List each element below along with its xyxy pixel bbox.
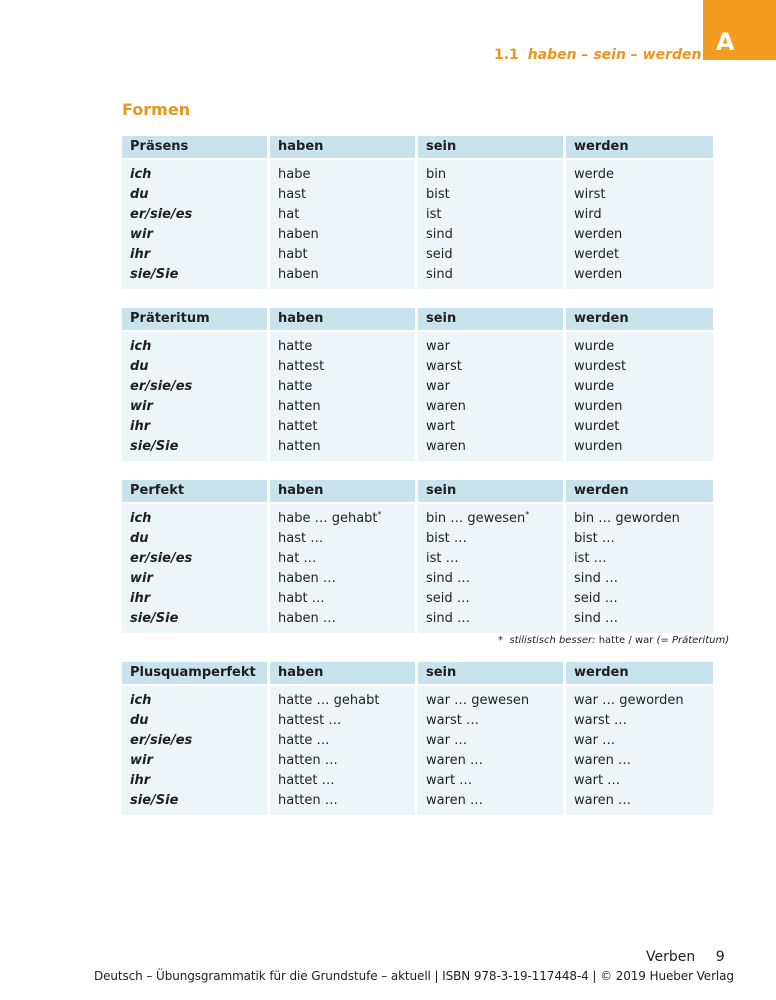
footnote — [498, 635, 729, 646]
tense-header: Präteritum — [122, 308, 267, 330]
footnote-note: (= Präteritum) — [656, 635, 730, 646]
verb-cell: waren … — [574, 793, 632, 808]
verb-cell: waren … — [426, 793, 484, 808]
pronoun-cell: ich — [130, 511, 152, 526]
werden-column — [566, 332, 713, 461]
section-title: haben – sein – werden — [527, 47, 702, 63]
pronoun-cell: er/sie/es — [130, 207, 193, 222]
verb-cell: sind … — [574, 611, 619, 626]
sein-header: sein — [418, 480, 563, 502]
verb-cell: hatte — [278, 339, 313, 354]
verb-cell: wurdest — [574, 359, 627, 374]
verb-cell: hatte … gehabt — [278, 693, 380, 708]
verb-cell: waren — [426, 439, 466, 454]
verb-cell: waren — [426, 399, 466, 414]
verb-text: habe … gehabt — [278, 511, 378, 526]
conjugation-table-praesens — [122, 136, 713, 289]
table-header-row — [122, 662, 713, 684]
verb-cell: habe — [278, 167, 311, 182]
sein-column — [418, 160, 563, 289]
verb-cell: werden — [574, 227, 623, 242]
verb-cell: bist — [426, 187, 450, 202]
verb-cell: sind … — [574, 571, 619, 586]
verb-cell: haben … — [278, 571, 336, 586]
verb-cell: hattest — [278, 359, 325, 374]
pronoun-cell: ihr — [130, 773, 151, 788]
haben-column — [270, 332, 415, 461]
tense-header: Plusquamperfekt — [122, 662, 267, 684]
table-header-row — [122, 308, 713, 330]
pronoun-cell: sie/Sie — [130, 267, 179, 282]
verb-cell: werde — [574, 167, 614, 182]
pronoun-cell: sie/Sie — [130, 611, 179, 626]
table-body — [122, 160, 713, 289]
pronoun-cell: ihr — [130, 247, 151, 262]
footnote-mark: * — [498, 635, 503, 646]
conjugation-table-perfekt — [122, 480, 713, 633]
werden-header: werden — [566, 136, 713, 158]
page-heading: Formen — [122, 100, 191, 119]
verb-cell: waren … — [574, 753, 632, 768]
pronoun-cell: du — [130, 713, 149, 728]
verb-cell: hat — [278, 207, 300, 222]
verb-cell: ist … — [426, 551, 459, 566]
verb-cell: seid — [426, 247, 453, 262]
pronoun-cell: wir — [130, 753, 153, 768]
haben-column — [270, 686, 415, 815]
verb-cell: wurden — [574, 399, 623, 414]
verb-cell: habt … — [278, 591, 325, 606]
verb-cell: wart — [426, 419, 456, 434]
verb-cell: warst … — [574, 713, 627, 728]
pronoun-cell: ich — [130, 339, 152, 354]
page-number: 9 — [715, 949, 725, 965]
verb-cell: wart … — [426, 773, 473, 788]
verb-cell: war — [426, 379, 450, 394]
verb-cell: sind — [426, 227, 453, 242]
werden-header: werden — [566, 308, 713, 330]
sein-column — [418, 686, 563, 815]
verb-cell: war … — [426, 733, 468, 748]
haben-column — [270, 504, 415, 633]
table-body — [122, 332, 713, 461]
verb-cell: wird — [574, 207, 602, 222]
verb-cell: werdet — [574, 247, 620, 262]
verb-cell: hatten … — [278, 793, 338, 808]
pronoun-cell: sie/Sie — [130, 439, 179, 454]
pronoun-cell: du — [130, 187, 149, 202]
tense-header: Perfekt — [122, 480, 267, 502]
sein-header: sein — [418, 662, 563, 684]
chapter-tab-label: A — [716, 28, 735, 56]
pronoun-column — [122, 332, 267, 461]
conjugation-table-plusquamperfekt — [122, 662, 713, 815]
pronoun-column — [122, 686, 267, 815]
verb-cell: wart … — [574, 773, 621, 788]
haben-header: haben — [270, 308, 415, 330]
verb-cell: werden — [574, 267, 623, 282]
verb-cell — [426, 509, 563, 529]
pronoun-cell: er/sie/es — [130, 551, 193, 566]
pronoun-cell: wir — [130, 571, 153, 586]
verb-cell: hatten — [278, 399, 321, 414]
werden-header: werden — [566, 480, 713, 502]
verb-cell: hatten … — [278, 753, 338, 768]
section-heading — [494, 47, 702, 63]
verb-cell: war … — [574, 733, 616, 748]
verb-cell: seid … — [426, 591, 470, 606]
verb-cell: war … geworden — [574, 693, 684, 708]
verb-cell: hatte — [278, 379, 313, 394]
verb-cell: wurdet — [574, 419, 620, 434]
verb-cell: hast … — [278, 531, 324, 546]
pronoun-cell: er/sie/es — [130, 379, 193, 394]
verb-cell: warst … — [426, 713, 479, 728]
haben-header: haben — [270, 136, 415, 158]
chapter-tab — [703, 0, 776, 60]
conjugation-table-praeteritum — [122, 308, 713, 461]
pronoun-cell: ich — [130, 167, 152, 182]
verb-cell: haben — [278, 227, 319, 242]
pronoun-cell: wir — [130, 227, 153, 242]
werden-header: werden — [566, 662, 713, 684]
verb-cell: war — [426, 339, 450, 354]
verb-cell: wirst — [574, 187, 606, 202]
verb-cell: bin … geworden — [574, 511, 680, 526]
verb-text: bin … gewesen — [426, 511, 526, 526]
footer-imprint: Deutsch – Übungsgrammatik für die Grundstufe – aktuell | ISBN 978-3-19-117448-4 | © 2019 Hueber Verlag — [94, 969, 734, 983]
footnote-text: hatte / war — [598, 635, 654, 646]
footnote-mark: * — [377, 510, 382, 519]
pronoun-cell: sie/Sie — [130, 793, 179, 808]
sein-header: sein — [418, 308, 563, 330]
pronoun-cell: er/sie/es — [130, 733, 193, 748]
verb-cell: habt — [278, 247, 308, 262]
verb-cell: hast — [278, 187, 307, 202]
pronoun-cell: wir — [130, 399, 153, 414]
haben-header: haben — [270, 480, 415, 502]
table-body — [122, 504, 713, 633]
pronoun-column — [122, 160, 267, 289]
pronoun-column — [122, 504, 267, 633]
section-number: 1.1 — [494, 47, 519, 63]
verb-cell: haben … — [278, 611, 336, 626]
footnote-mark: * — [525, 510, 530, 519]
sein-header: sein — [418, 136, 563, 158]
footnote-label: stilistisch besser: — [509, 635, 596, 646]
verb-cell: haben — [278, 267, 319, 282]
verb-cell: hatten — [278, 439, 321, 454]
pronoun-cell: du — [130, 531, 149, 546]
pronoun-cell: ihr — [130, 591, 151, 606]
verb-cell: ist … — [574, 551, 607, 566]
werden-column — [566, 686, 713, 815]
pronoun-cell: ich — [130, 693, 152, 708]
verb-cell: wurde — [574, 339, 615, 354]
verb-cell: ist — [426, 207, 442, 222]
verb-cell: bist … — [574, 531, 615, 546]
verb-cell: seid … — [574, 591, 618, 606]
table-header-row — [122, 136, 713, 158]
pronoun-cell: ihr — [130, 419, 151, 434]
verb-cell: bist … — [426, 531, 467, 546]
table-header-row — [122, 480, 713, 502]
verb-cell: bin — [426, 167, 447, 182]
verb-cell: sind … — [426, 571, 471, 586]
verb-cell: hat … — [278, 551, 317, 566]
verb-cell: hattet — [278, 419, 318, 434]
verb-cell: hatte … — [278, 733, 330, 748]
verb-cell: wurden — [574, 439, 623, 454]
verb-cell: sind — [426, 267, 453, 282]
footer-chapter-page — [646, 949, 725, 965]
sein-column — [418, 504, 563, 633]
verb-cell: war … gewesen — [426, 693, 530, 708]
table-body — [122, 686, 713, 815]
werden-column — [566, 160, 713, 289]
haben-column — [270, 160, 415, 289]
haben-header: haben — [270, 662, 415, 684]
verb-cell: sind … — [426, 611, 471, 626]
verb-cell: waren … — [426, 753, 484, 768]
verb-cell — [278, 509, 415, 529]
tense-header: Präsens — [122, 136, 267, 158]
werden-column — [566, 504, 713, 633]
pronoun-cell: du — [130, 359, 149, 374]
verb-cell: warst — [426, 359, 462, 374]
verb-cell: wurde — [574, 379, 615, 394]
sein-column — [418, 332, 563, 461]
verb-cell: hattest … — [278, 713, 342, 728]
footer-chapter: Verben — [646, 949, 696, 965]
verb-cell: hattet … — [278, 773, 335, 788]
